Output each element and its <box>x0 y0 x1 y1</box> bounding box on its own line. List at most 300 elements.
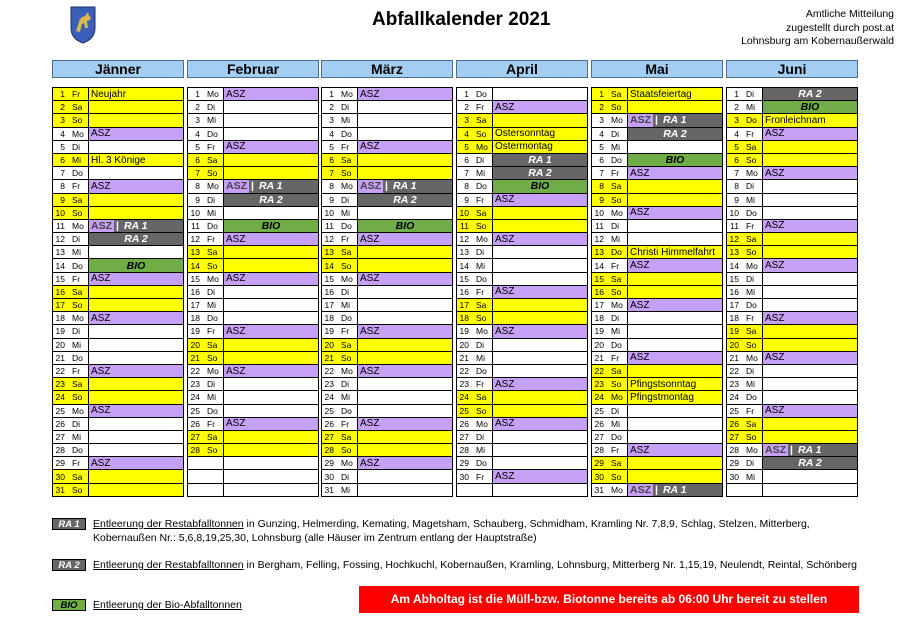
day-row <box>457 484 587 497</box>
day-cell <box>592 114 628 126</box>
weekday: Fr <box>341 418 350 429</box>
event-cell <box>358 339 452 351</box>
day-number: 9 <box>464 194 469 205</box>
day-cell <box>727 246 763 258</box>
day-row <box>322 339 452 352</box>
day-cell <box>592 484 628 496</box>
day-cell <box>457 352 493 364</box>
coat-of-arms-icon <box>70 6 96 44</box>
day-number: 20 <box>459 339 469 350</box>
day-cell <box>727 207 763 219</box>
day-cell <box>727 470 763 482</box>
weekday: So <box>746 431 757 442</box>
event-cell <box>628 312 722 324</box>
event-cell <box>358 207 452 219</box>
day-row <box>188 180 318 193</box>
weekday: So <box>207 445 218 456</box>
event-cell <box>628 101 722 113</box>
event-cell: ASZ <box>763 259 857 271</box>
weekday: Sa <box>476 115 487 126</box>
day-cell <box>457 418 493 430</box>
day-cell <box>53 154 89 166</box>
day-number: 6 <box>464 155 469 166</box>
day-row <box>53 220 183 233</box>
day-row <box>53 299 183 312</box>
day-row <box>727 207 857 220</box>
day-cell <box>457 391 493 403</box>
weekday: Fr <box>72 89 81 100</box>
day-cell <box>322 312 358 324</box>
day-number: 24 <box>190 392 200 403</box>
day-cell <box>322 114 358 126</box>
weekday: Do <box>476 89 487 100</box>
day-row <box>457 457 587 470</box>
ra-label: RA 1 <box>392 180 417 193</box>
weekday: Sa <box>72 286 83 297</box>
weekday: Do <box>746 300 757 311</box>
day-row <box>727 378 857 391</box>
day-row <box>457 418 587 431</box>
day-number: 3 <box>60 115 65 126</box>
event-cell <box>763 484 857 496</box>
weekday: Mi <box>72 247 81 258</box>
day-number: 21 <box>594 352 604 363</box>
weekday: Mi <box>746 379 755 390</box>
day-cell <box>322 141 358 153</box>
day-row <box>592 457 722 470</box>
day-cell <box>53 299 89 311</box>
day-number: 26 <box>324 418 334 429</box>
day-row <box>592 194 722 207</box>
day-cell <box>53 391 89 403</box>
day-number: 19 <box>729 326 739 337</box>
day-row <box>592 484 722 497</box>
weekday: Do <box>72 445 83 456</box>
day-row <box>322 273 452 286</box>
day-row <box>727 194 857 207</box>
event-cell: ASZ <box>224 325 318 337</box>
day-cell <box>322 207 358 219</box>
day-cell <box>188 259 224 271</box>
event-cell <box>89 418 183 430</box>
day-number: 27 <box>729 431 739 442</box>
day-number: 24 <box>729 392 739 403</box>
day-row <box>322 405 452 418</box>
day-cell <box>457 246 493 258</box>
day-row <box>457 246 587 259</box>
day-row <box>727 128 857 141</box>
day-cell <box>188 167 224 179</box>
day-number: 23 <box>729 379 739 390</box>
day-row <box>188 352 318 365</box>
day-row <box>457 312 587 325</box>
event-cell: Hl. 3 Könige <box>89 154 183 166</box>
day-row <box>727 457 857 470</box>
day-cell <box>53 233 89 245</box>
day-cell <box>727 325 763 337</box>
event-cell: ASZ <box>763 312 857 324</box>
day-row <box>53 101 183 114</box>
weekday: Do <box>611 339 622 350</box>
weekday: Sa <box>611 366 622 377</box>
day-number: 10 <box>324 207 334 218</box>
event-cell: BIO <box>224 220 318 232</box>
day-cell <box>457 431 493 443</box>
day-number: 14 <box>594 260 604 271</box>
event-cell <box>358 378 452 390</box>
day-row <box>592 167 722 180</box>
day-row <box>457 233 587 246</box>
alert-banner: Am Abholtag ist die Müll-bzw. Biotonne bereits ab 06:00 Uhr bereit zu stellen <box>359 586 859 613</box>
day-number: 27 <box>594 431 604 442</box>
day-number: 28 <box>324 445 334 456</box>
day-cell <box>322 431 358 443</box>
month-column <box>187 60 319 497</box>
ra-label: RA 1 <box>662 114 687 127</box>
event-cell: ASZ <box>224 233 318 245</box>
day-cell <box>188 194 224 206</box>
day-row <box>53 378 183 391</box>
day-cell <box>53 484 89 496</box>
day-row <box>592 233 722 246</box>
weekday: Di <box>746 458 755 469</box>
weekday: Do <box>746 115 757 126</box>
day-number: 26 <box>729 418 739 429</box>
day-row <box>322 418 452 431</box>
weekday: Do <box>341 313 352 324</box>
weekday: Di <box>611 313 620 324</box>
day-cell <box>727 431 763 443</box>
day-row <box>457 352 587 365</box>
day-row <box>188 207 318 220</box>
day-row <box>322 352 452 365</box>
day-cell <box>322 180 358 192</box>
event-cell <box>628 180 722 192</box>
day-cell <box>592 365 628 377</box>
day-number: 2 <box>464 102 469 113</box>
day-cell <box>727 418 763 430</box>
day-row <box>53 339 183 352</box>
day-row <box>727 246 857 259</box>
day-row <box>53 286 183 299</box>
day-cell <box>457 88 493 100</box>
event-cell: RA 2 <box>224 194 318 206</box>
day-cell <box>592 141 628 153</box>
event-cell <box>89 470 183 482</box>
weekday: Mi <box>611 141 620 152</box>
event-cell: ASZ <box>224 418 318 430</box>
day-cell <box>322 365 358 377</box>
day-cell <box>188 431 224 443</box>
weekday: Sa <box>207 339 218 350</box>
day-cell <box>457 167 493 179</box>
day-cell <box>457 457 493 469</box>
event-cell <box>763 444 857 456</box>
separator: | <box>251 180 254 193</box>
day-cell <box>592 180 628 192</box>
weekday: Fr <box>72 366 81 377</box>
day-number: 24 <box>459 392 469 403</box>
asz-label: ASZ <box>91 219 112 232</box>
day-row <box>592 365 722 378</box>
event-cell <box>493 431 587 443</box>
day-row <box>53 114 183 127</box>
day-number: 14 <box>459 260 469 271</box>
day-number: 7 <box>329 168 334 179</box>
weekday: Mi <box>476 168 485 179</box>
event-cell: ASZ <box>358 273 452 285</box>
weekday: Mo <box>746 168 758 179</box>
day-number: 15 <box>324 273 334 284</box>
ra-label: RA 1 <box>662 483 687 496</box>
event-cell <box>493 339 587 351</box>
day-number: 3 <box>734 115 739 126</box>
day-row <box>322 444 452 457</box>
day-cell <box>53 220 89 232</box>
weekday: Mi <box>611 234 620 245</box>
day-cell <box>592 88 628 100</box>
weekday: Sa <box>476 207 487 218</box>
day-number: 30 <box>324 471 334 482</box>
event-cell <box>358 114 452 126</box>
weekday: Fr <box>611 445 620 456</box>
event-cell <box>89 325 183 337</box>
day-row <box>322 286 452 299</box>
day-cell <box>727 128 763 140</box>
notice-line: Amtliche Mitteilung <box>805 8 894 20</box>
day-row <box>188 259 318 272</box>
day-row <box>188 233 318 246</box>
day-cell <box>592 444 628 456</box>
day-number: 21 <box>324 352 334 363</box>
month-header: Juni <box>726 60 858 78</box>
day-cell <box>53 114 89 126</box>
weekday: Di <box>476 431 485 442</box>
weekday: Mi <box>476 445 485 456</box>
day-cell <box>592 299 628 311</box>
weekday: Do <box>72 352 83 363</box>
day-row <box>188 101 318 114</box>
day-cell <box>53 246 89 258</box>
event-cell: Christi Himmelfahrt <box>628 246 722 258</box>
day-row <box>727 444 857 457</box>
event-cell: ASZ <box>763 220 857 232</box>
day-cell <box>592 431 628 443</box>
weekday: So <box>746 155 757 166</box>
day-number: 28 <box>729 445 739 456</box>
day-cell <box>592 233 628 245</box>
asz-label: ASZ <box>765 444 786 457</box>
weekday: Mo <box>611 115 623 126</box>
month-header: März <box>321 60 453 78</box>
day-number: 31 <box>55 484 65 495</box>
weekday: Do <box>746 207 757 218</box>
weekday: Mo <box>476 326 488 337</box>
legend-title: Entleerung der Restabfalltonnen <box>93 559 244 571</box>
weekday: Di <box>746 273 755 284</box>
day-cell <box>727 273 763 285</box>
day-number: 19 <box>55 326 65 337</box>
weekday: Sa <box>476 392 487 403</box>
day-row <box>188 299 318 312</box>
day-cell <box>592 405 628 417</box>
day-number: 20 <box>324 339 334 350</box>
day-number: 14 <box>55 260 65 271</box>
day-row <box>727 273 857 286</box>
day-row <box>53 233 183 246</box>
day-number: 3 <box>464 115 469 126</box>
day-row <box>727 88 857 101</box>
day-row <box>592 273 722 286</box>
weekday: Do <box>476 458 487 469</box>
weekday: Do <box>207 405 218 416</box>
event-cell <box>763 299 857 311</box>
weekday: So <box>476 405 487 416</box>
weekday: Fr <box>207 234 216 245</box>
day-number: 28 <box>55 445 65 456</box>
day-row <box>322 484 452 497</box>
day-row <box>188 444 318 457</box>
day-cell <box>322 246 358 258</box>
day-cell <box>53 365 89 377</box>
event-cell <box>358 259 452 271</box>
day-cell <box>457 220 493 232</box>
event-cell: ASZ <box>493 194 587 206</box>
weekday: Sa <box>476 300 487 311</box>
day-row <box>592 391 722 404</box>
day-number: 6 <box>734 155 739 166</box>
weekday: Do <box>476 273 487 284</box>
day-row <box>457 405 587 418</box>
day-row <box>592 405 722 418</box>
weekday: Do <box>611 431 622 442</box>
day-number: 24 <box>594 392 604 403</box>
weekday: So <box>207 352 218 363</box>
separator: | <box>655 483 658 496</box>
event-cell: ASZ <box>493 325 587 337</box>
day-number: 5 <box>464 141 469 152</box>
day-cell <box>592 194 628 206</box>
weekday: So <box>611 194 622 205</box>
weekday: Mi <box>341 115 350 126</box>
event-cell <box>493 391 587 403</box>
day-row <box>53 207 183 220</box>
day-row <box>457 167 587 180</box>
weekday: Fr <box>611 352 620 363</box>
event-cell: ASZ <box>224 365 318 377</box>
weekday: Di <box>611 220 620 231</box>
day-cell <box>727 352 763 364</box>
day-number: 17 <box>190 300 200 311</box>
day-row <box>322 88 452 101</box>
day-row <box>727 180 857 193</box>
event-cell: BIO <box>89 259 183 271</box>
day-row <box>727 233 857 246</box>
event-cell <box>763 207 857 219</box>
day-row <box>188 286 318 299</box>
day-number: 10 <box>459 207 469 218</box>
event-cell: ASZ <box>628 444 722 456</box>
event-cell: ASZ <box>628 207 722 219</box>
day-number: 12 <box>729 234 739 245</box>
day-cell <box>53 88 89 100</box>
weekday: Mo <box>611 392 623 403</box>
day-row <box>53 128 183 141</box>
day-cell <box>592 312 628 324</box>
day-row <box>592 470 722 483</box>
day-row <box>322 365 452 378</box>
day-row <box>727 431 857 444</box>
weekday: So <box>476 128 487 139</box>
day-cell <box>322 418 358 430</box>
weekday: So <box>207 168 218 179</box>
day-number: 4 <box>464 128 469 139</box>
weekday: Mi <box>207 207 216 218</box>
day-number: 29 <box>55 458 65 469</box>
day-row <box>322 470 452 483</box>
notice-line: zugestellt durch post.at <box>786 21 894 34</box>
event-cell <box>358 312 452 324</box>
event-cell <box>493 246 587 258</box>
weekday: Sa <box>746 326 757 337</box>
day-cell <box>457 194 493 206</box>
weekday: Mi <box>746 194 755 205</box>
day-cell <box>188 418 224 430</box>
event-cell: ASZ <box>89 128 183 140</box>
day-cell <box>188 101 224 113</box>
day-number: 14 <box>190 260 200 271</box>
day-row <box>727 114 857 127</box>
day-cell <box>53 167 89 179</box>
weekday: Di <box>72 141 81 152</box>
day-number: 31 <box>594 484 604 495</box>
weekday: Fr <box>207 418 216 429</box>
day-number: 28 <box>190 445 200 456</box>
event-cell <box>628 220 722 232</box>
weekday: Fr <box>746 405 755 416</box>
weekday: Sa <box>72 194 83 205</box>
day-row <box>322 101 452 114</box>
day-cell <box>188 273 224 285</box>
day-cell <box>592 259 628 271</box>
event-cell <box>224 101 318 113</box>
weekday: So <box>476 220 487 231</box>
day-row <box>727 391 857 404</box>
day-number: 2 <box>195 102 200 113</box>
weekday: Fr <box>72 273 81 284</box>
day-number: 12 <box>324 234 334 245</box>
day-number: 19 <box>190 326 200 337</box>
day-cell <box>322 194 358 206</box>
day-row <box>727 259 857 272</box>
day-row <box>322 325 452 338</box>
day-number: 12 <box>459 234 469 245</box>
day-number: 10 <box>594 207 604 218</box>
day-number: 8 <box>60 181 65 192</box>
day-row <box>457 154 587 167</box>
day-cell <box>53 457 89 469</box>
event-cell <box>358 470 452 482</box>
event-cell: ASZ <box>358 141 452 153</box>
event-cell: Pfingstsonntag <box>628 378 722 390</box>
day-row <box>592 88 722 101</box>
day-cell <box>188 457 224 469</box>
weekday: So <box>746 339 757 350</box>
day-number: 15 <box>594 273 604 284</box>
day-cell <box>457 273 493 285</box>
event-cell <box>224 167 318 179</box>
weekday: Mo <box>341 458 353 469</box>
